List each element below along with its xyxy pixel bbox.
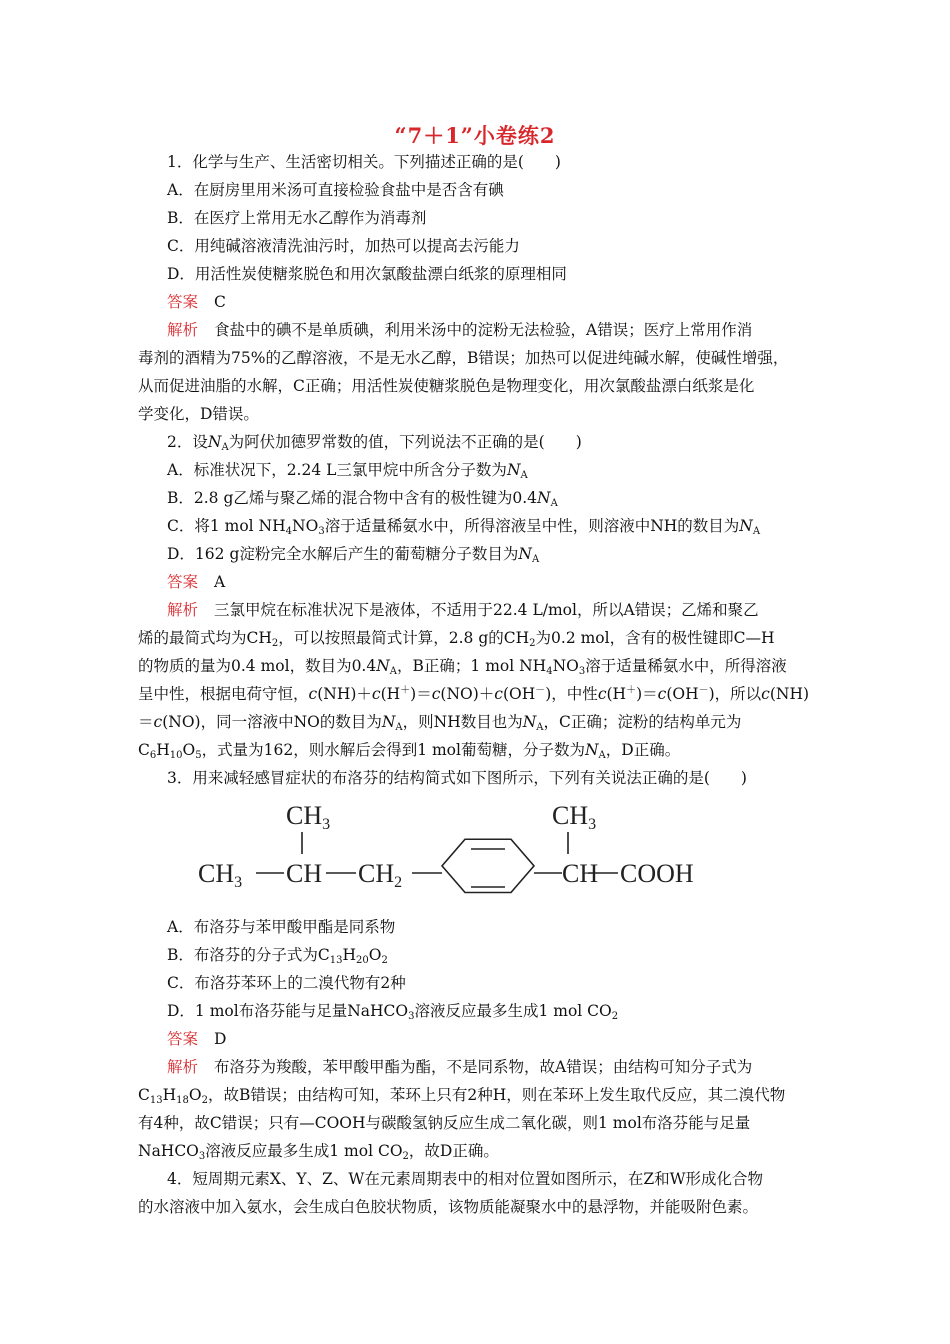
- line-text: ，B正确；1 mol NH: [397, 657, 547, 675]
- text-line-e1-4: [138, 404, 259, 424]
- subscript-text: A: [598, 750, 606, 761]
- subscript-text: 2: [611, 1011, 619, 1022]
- text-line-e2-6: [138, 740, 680, 760]
- line-text: ，式量为162，则水解后会得到1 mol葡萄糖，分子数为: [201, 741, 585, 759]
- line-text: 3．用来减轻感冒症状的布洛芬的结构简式如下图所示，下列有关说法正确的是( ): [167, 769, 747, 787]
- line-text: D: [214, 1030, 227, 1048]
- text-line-q2d: [167, 544, 539, 564]
- text-line-a3: [167, 1029, 226, 1049]
- line-text: C．布洛芬苯环上的二溴代物有2种: [167, 974, 406, 992]
- line-text: ，可以按照最简式计算，2.8 g的CH: [278, 629, 530, 647]
- line-text: 学变化，D错误。: [138, 405, 259, 423]
- line-text: 有4种，故C错误；只有—COOH与碳酸氢钠反应生成二氧化碳，则1 mol布洛芬能与足量: [138, 1114, 751, 1132]
- line-text: C．用纯碱溶液清洗油污时，加热可以提高去污能力: [167, 237, 520, 255]
- line-text: D．用活性炭使糖浆脱色和用次氯酸盐漂白纸浆的原理相同: [167, 265, 567, 283]
- superscript-text: ＋: [400, 685, 411, 696]
- line-text: A．布洛芬与苯甲酸甲酯是同系物: [167, 918, 396, 936]
- line-text: C: [138, 741, 150, 759]
- line-text: (OH: [666, 685, 699, 703]
- subscript-text: A: [520, 470, 528, 481]
- line-label: 答案: [167, 293, 199, 311]
- page-title: “7＋1”小卷练2: [394, 123, 556, 148]
- subscript-text: A: [221, 442, 229, 453]
- text-line-e2-2: [138, 628, 774, 648]
- line-label: 解析: [167, 321, 199, 339]
- superscript-text: －: [535, 685, 546, 696]
- ibuprofen-structure-diagram: [190, 790, 730, 900]
- line-label: 解析: [167, 601, 199, 619]
- line-text: 溶液反应最多生成1 mol CO: [205, 1142, 403, 1160]
- italic-text: N: [584, 741, 599, 759]
- line-text: 1．化学与生产、生活密切相关。下列描述正确的是( ): [167, 153, 561, 171]
- subscript-text: A: [536, 722, 544, 733]
- text-line-q4-1: [167, 1169, 763, 1189]
- text-line-q3: [167, 768, 747, 788]
- italic-text: N: [518, 545, 532, 563]
- text-line-q2: [167, 432, 582, 452]
- subscript-text: 2: [271, 638, 279, 649]
- line-text: 呈中性，根据电荷守恒，: [138, 685, 309, 703]
- line-label: 答案: [167, 573, 199, 591]
- text-line-e3-2: [138, 1085, 785, 1105]
- subscript-text: 4: [546, 666, 553, 677]
- text-line-q1c: [167, 236, 520, 256]
- text-line-q1d: [167, 264, 567, 284]
- ch3-top2-label: CH3: [552, 801, 597, 833]
- line-text: 烯的最简式均为CH: [138, 629, 272, 647]
- subscript-text: A: [389, 666, 398, 677]
- line-text: (NO)，同一溶液中NO的数目为: [162, 713, 382, 731]
- text-line-e1-1: [167, 320, 752, 340]
- cooh-label: COOH: [620, 859, 694, 888]
- line-text: ，则NH数目也为: [402, 713, 523, 731]
- ch3-top-label: CH3: [286, 801, 331, 833]
- italic-text: c: [597, 685, 607, 703]
- italic-text: c: [761, 685, 770, 703]
- line-text: ，C正确；淀粉的结构单元为: [543, 713, 742, 731]
- line-text: O: [188, 1086, 202, 1104]
- line-text: )，中性: [545, 685, 598, 703]
- subscript-text: 18: [176, 1095, 189, 1106]
- superscript-text: ＋: [626, 685, 637, 696]
- line-text: C: [138, 1086, 150, 1104]
- line-text: O: [368, 946, 382, 964]
- italic-text: N: [522, 713, 537, 731]
- text-line-e2-3: [138, 656, 787, 676]
- text-line-q2c: [167, 516, 760, 536]
- italic-text: N: [381, 713, 396, 731]
- subscript-text: 2: [402, 1151, 409, 1162]
- text-line-q2b: [167, 488, 558, 508]
- subscript-text: A: [395, 722, 403, 733]
- text-line-e1-2: [138, 348, 788, 368]
- line-text: (OH: [502, 685, 536, 703]
- subscript-text: 3: [198, 1151, 206, 1162]
- line-text: 溶液反应最多生成1 mol CO: [414, 1002, 612, 1020]
- line-text: NO: [552, 657, 579, 675]
- text-line-q3a: [167, 917, 395, 937]
- text-line-e3-4: [138, 1141, 499, 1161]
- italic-text: c: [371, 685, 381, 703]
- line-text: 三氯甲烷在标准状况下是液体，不适用于22.4 L/mol，所以A错误；乙烯和聚乙: [214, 601, 759, 619]
- line-text: ，D正确。: [605, 741, 681, 759]
- text-line-q1: [167, 152, 561, 172]
- line-text: ，故B错误；由结构可知，苯环上只有2种H，则在苯环上发生取代反应，其二溴代物: [207, 1086, 786, 1104]
- line-text: A．在厨房里用米汤可直接检验食盐中是否含有碘: [167, 181, 504, 199]
- line-text: D．162 g淀粉完全水解后产生的葡萄糖分子数目为: [167, 545, 519, 563]
- superscript-text: －: [698, 685, 709, 696]
- subscript-text: 13: [149, 1095, 163, 1106]
- italic-text: N: [506, 461, 521, 479]
- line-text: 毒剂的酒精为75%的乙醇溶液，不是无水乙醇，B错误；加热可以促进纯碱水解，使碱性增强，: [138, 349, 789, 367]
- text-line-a2: [167, 572, 225, 592]
- text-line-e3-3: [138, 1113, 750, 1133]
- line-text: )，所以: [708, 685, 762, 703]
- line-text: 溶于适量稀氨水中，所得溶液: [585, 657, 787, 675]
- ch-label: CH: [286, 859, 323, 888]
- line-text: H: [342, 946, 357, 964]
- text-line-q4-2: [138, 1197, 758, 1217]
- line-text: C: [214, 293, 226, 311]
- line-text: (H: [380, 685, 401, 703]
- line-text: A: [214, 573, 226, 591]
- line-text: (NH): [769, 685, 810, 703]
- italic-text: c: [494, 685, 503, 703]
- italic-text: c: [431, 685, 441, 703]
- text-line-e1-3: [138, 376, 754, 396]
- line-text: 4．短周期元素X、Y、Z、W在元素周期表中的相对位置如图所示，在Z和W形成化合物: [167, 1170, 764, 1188]
- ch2-label: CH2: [358, 859, 403, 891]
- subscript-text: 2: [529, 638, 536, 649]
- text-line-e2-4: [138, 684, 809, 704]
- text-line-a1: [167, 292, 226, 312]
- text-line-e2-5: [138, 712, 741, 732]
- line-text: O: [182, 741, 196, 759]
- line-text: 的水溶液中加入氨水，会生成白色胶状物质，该物质能凝聚水中的悬浮物，并能吸附色素。: [138, 1198, 759, 1216]
- line-text: )＝: [636, 685, 658, 703]
- subscript-text: 2: [381, 955, 388, 966]
- line-text: 从而促进油脂的水解，C正确；用活性炭使糖浆脱色是物理变化，用次氯酸盐漂白纸浆是化: [138, 377, 755, 395]
- line-text: H: [156, 741, 170, 759]
- line-text: 2．设: [167, 433, 208, 451]
- line-text: )＝: [410, 685, 432, 703]
- line-text: 的物质的量为0.4 mol，数目为0.4: [138, 657, 377, 675]
- subscript-text: 3: [578, 666, 586, 677]
- line-text: ＝: [138, 713, 154, 731]
- italic-text: N: [207, 433, 222, 451]
- line-text: NaHCO: [138, 1142, 199, 1160]
- italic-text: N: [537, 489, 551, 507]
- text-line-e2-1: [167, 600, 759, 620]
- line-text: C．将1 mol NH: [167, 517, 286, 535]
- line-text: B．在医疗上常用无水乙醇作为消毒剂: [167, 209, 427, 227]
- line-text: (NO)＋: [440, 685, 495, 703]
- subscript-text: 6: [149, 750, 157, 761]
- text-line-e3-1: [167, 1057, 752, 1077]
- line-text: D．1 mol布洛芬能与足量NaHCO: [167, 1002, 409, 1020]
- line-text: (H: [606, 685, 627, 703]
- line-text: NO: [292, 517, 319, 535]
- line-text: 溶于适量稀氨水中，所得溶液呈中性，则溶液中NH的数目为: [324, 517, 740, 535]
- ch3-left-label: CH3: [198, 859, 243, 891]
- italic-text: c: [308, 685, 318, 703]
- line-text: B．布洛芬的分子式为C: [167, 946, 330, 964]
- italic-text: c: [657, 685, 667, 703]
- line-text: A．标准状况下，2.24 L三氯甲烷中所含分子数为: [167, 461, 507, 479]
- subscript-text: 2: [201, 1095, 208, 1106]
- structure-svg: [190, 790, 730, 900]
- subscript-text: A: [531, 554, 540, 565]
- line-text: ，故D正确。: [408, 1142, 499, 1160]
- text-line-q3b: [167, 945, 388, 965]
- text-line-q2a: [167, 460, 528, 480]
- subscript-text: 5: [195, 750, 202, 761]
- italic-text: c: [153, 713, 163, 731]
- line-text: (NH)＋: [317, 685, 372, 703]
- line-label: 解析: [167, 1058, 199, 1076]
- line-text: H: [162, 1086, 177, 1104]
- line-text: 为阿伏加德罗常数的值，下列说法不正确的是( ): [228, 433, 582, 451]
- subscript-text: 3: [408, 1011, 415, 1022]
- subscript-text: 4: [285, 526, 293, 537]
- benzene-ring: [442, 839, 534, 892]
- subscript-text: 20: [356, 955, 369, 966]
- line-label: 答案: [167, 1030, 199, 1048]
- text-line-q3d: [167, 1001, 618, 1021]
- text-line-q1a: [167, 180, 504, 200]
- subscript-text: A: [752, 526, 761, 537]
- line-text: B．2.8 g乙烯与聚乙烯的混合物中含有的极性键为0.4: [167, 489, 538, 507]
- line-text: 布洛芬为羧酸，苯甲酸甲酯为酯，不是同系物，故A错误；由结构可知分子式为: [214, 1058, 753, 1076]
- subscript-text: 13: [329, 955, 343, 966]
- line-text: 食盐中的碘不是单质碘，利用米汤中的淀粉无法检验，A错误；医疗上常用作消: [214, 321, 753, 339]
- line-text: 为0.2 mol，含有的极性键即C—H: [535, 629, 775, 647]
- text-line-q3c: [167, 973, 406, 993]
- italic-text: N: [739, 517, 753, 535]
- subscript-text: 3: [318, 526, 325, 537]
- italic-text: N: [376, 657, 390, 675]
- text-line-q1b: [167, 208, 426, 228]
- subscript-text: A: [550, 498, 558, 509]
- ch-right-label: CH: [562, 859, 599, 888]
- subscript-text: 10: [169, 750, 183, 761]
